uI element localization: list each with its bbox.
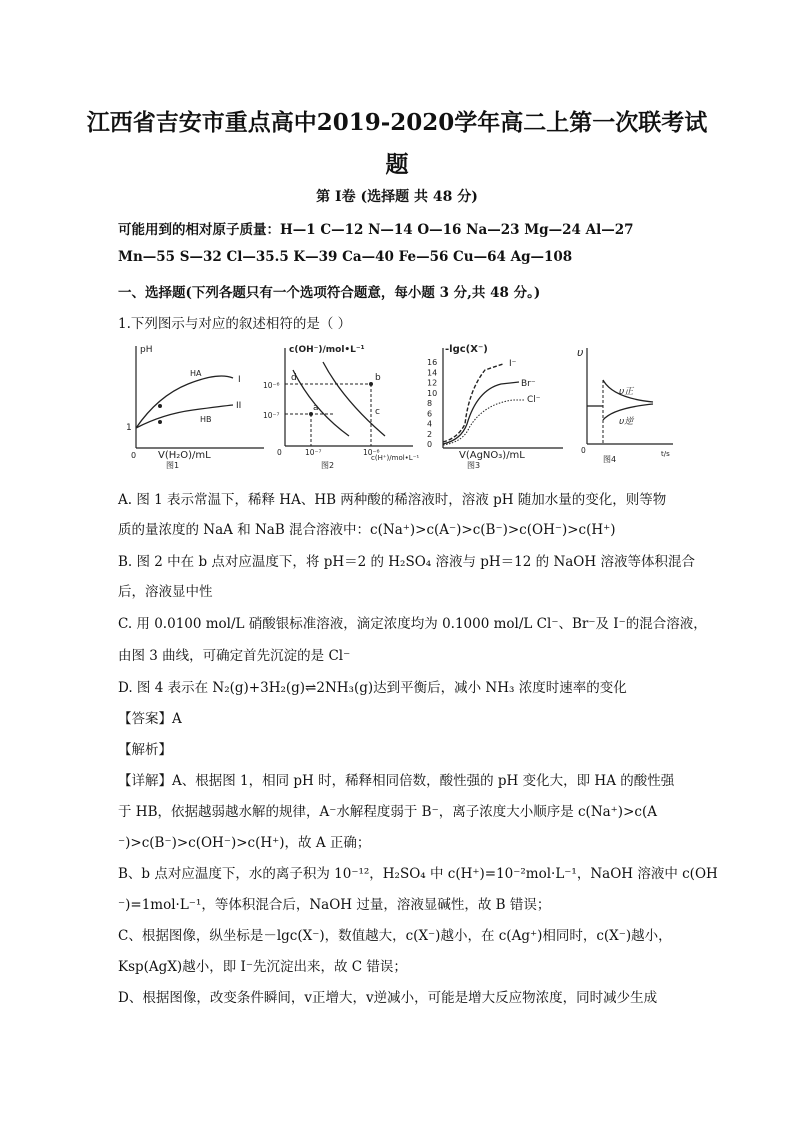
analysis-heading: 【解析】: [118, 742, 172, 758]
fig2-xtick-lo: 10⁻⁷: [305, 448, 322, 457]
fig3-ytick: 10: [427, 388, 438, 398]
fig3-caption: 图3: [467, 461, 481, 470]
fig4-caption: 图4: [603, 455, 617, 464]
fig3-label-I: I⁻: [509, 359, 517, 369]
option-B-line2: 后，溶液显中性: [118, 584, 213, 600]
fig2-label-c: c: [375, 407, 380, 417]
analysis-line7: Ksp(AgX)越小，即 I⁻先沉淀出来，故 C 错误；: [118, 959, 407, 975]
fig2-point-b: [369, 382, 373, 386]
fig3-ytick: 2: [427, 429, 433, 439]
analysis-line5: ⁻)=1mol·L⁻¹，等体积混合后，NaOH 过量，溶液显碱性，故 B 错误；: [118, 897, 551, 913]
fig1-ylabel: pH: [140, 345, 153, 355]
fig1-caption: 图1: [166, 461, 180, 470]
fig2-label-b: b: [375, 373, 381, 383]
atomic-mass-line2: Mn—55 S—32 Cl—35.5 K—39 Ca—40 Fe—56 Cu—64 Ag—108: [118, 249, 573, 265]
doc-title-line1: 江西省吉安市重点高中2019-2020学年高二上第一次联考试: [86, 109, 708, 136]
analysis-line4: B、b 点对应温度下，水的离子积为 10⁻¹²，H₂SO₄ 中 c(H⁺)=10⁻²mol·L⁻¹，NaOH 溶液中 c(OH: [118, 866, 718, 882]
analysis-line3: ⁻)>c(B⁻)>c(OH⁻)>c(H⁺)，故 A 正确；: [118, 835, 371, 851]
fig2-curve-low: [293, 370, 349, 436]
fig4-label-reverse: υ逆: [619, 417, 634, 427]
option-B-line1: B. 图 2 中在 b 点对应温度下，将 pH＝2 的 H₂SO₄ 溶液与 pH＝12 的 NaOH 溶液等体积混合: [118, 554, 695, 570]
option-A-line1: A. 图 1 表示常温下，稀释 HA、HB 两种酸的稀溶液时，溶液 pH 随加水量的变化，则等物: [118, 492, 667, 508]
fig1-label-II: II: [236, 401, 242, 411]
fig2-label-d: d: [291, 373, 297, 383]
option-A-line2: 质的量浓度的 NaA 和 NaB 混合溶液中：c(Na⁺)>c(A⁻)>c(B⁻)>c(OH⁻)>c(H⁺): [118, 522, 616, 538]
fig2-xtick-hi: 10⁻⁶: [363, 448, 380, 457]
fig2-origin: 0: [277, 448, 282, 457]
analysis-line6: C、根据图像，纵坐标是－lgc(X⁻)，数值越大，c(X⁻)越小，在 c(Ag⁺)相同时，c(X⁻)越小，: [118, 928, 672, 944]
fig2-caption: 图2: [321, 461, 335, 470]
fig4-label-forward: υ正: [619, 387, 634, 397]
fig1-curve-II: [136, 405, 233, 428]
option-C-line2: 由图 3 曲线，可确定首先沉淀的是 Cl⁻: [118, 648, 351, 664]
fig3-y-ticks: [427, 358, 437, 449]
question-1: 1.下列图示与对应的叙述相符的是（ ）: [118, 316, 352, 332]
figures-row: [118, 340, 678, 475]
fig2-ylabel: c(OH⁻)/mol•L⁻¹: [289, 345, 365, 355]
figure-4: [573, 340, 678, 475]
fig3-curve-I: [443, 364, 503, 442]
fig1-origin: 0: [131, 451, 137, 460]
fig3-label-Br: Br⁻: [521, 379, 536, 389]
analysis-line2: 于 HB，依据越弱越水解的规律，A⁻水解程度弱于 B⁻，离子浓度大小顺序是 c(Na⁺)>c(A: [118, 804, 657, 820]
fig3-label-Cl: Cl⁻: [527, 395, 541, 405]
fig1-point-HB: [158, 420, 162, 424]
fig1-label-I: I: [238, 375, 241, 385]
fig2-ytick-hi: 10⁻⁶: [263, 381, 280, 390]
fig2-label-a: a: [313, 403, 319, 413]
fig3-ytick: 6: [427, 409, 433, 419]
fig3-ytick: 8: [427, 399, 433, 408]
fig4-origin: 0: [581, 446, 586, 455]
fig3-ytick: 4: [427, 419, 433, 429]
fig3-xlabel: V(AgNO₃)/mL: [459, 450, 525, 461]
fig1-tick-1: 1: [126, 423, 132, 433]
option-D-line1: D. 图 4 表示在 N₂(g)+3H₂(g)⇌2NH₃(g)达到平衡后，减小 NH₃ 浓度时速率的变化: [118, 680, 627, 696]
fig3-ytick: 16: [427, 358, 438, 367]
section-heading: 一、选择题(下列各题只有一个选项符合题意，每小题 3 分,共 48 分。): [118, 285, 541, 301]
fig3-ytick: 12: [427, 378, 438, 388]
analysis-line1: 【详解】A、根据图 1，相同 pH 时，稀释相同倍数，酸性强的 pH 变化大，即 HA 的酸性强: [118, 773, 675, 789]
doc-title-line2: 题: [385, 151, 409, 178]
fig2-xlabel: c(H⁺)/mol•L⁻¹: [371, 454, 420, 462]
fig3-ytick: 0: [427, 440, 433, 449]
fig1-curve-I: [136, 376, 233, 428]
fig3-ylabel: -lgc(X⁻): [445, 344, 488, 355]
fig1-point-HA: [158, 404, 162, 408]
figure-2: [263, 340, 423, 475]
answer: 【答案】A: [118, 711, 182, 727]
fig4-ylabel: υ: [577, 346, 584, 359]
figure-3: [423, 340, 571, 475]
fig1-label-HA: HA: [190, 369, 202, 378]
atomic-mass-line1: 可能用到的相对原子质量：H—1 C—12 N—14 O—16 Na—23 Mg—24 Al—27: [118, 222, 634, 238]
fig2-ytick-lo: 10⁻⁷: [263, 411, 280, 420]
option-C-line1: C. 用 0.0100 mol/L 硝酸银标准溶液，滴定浓度均为 0.1000 mol/L Cl⁻、Br⁻及 I⁻的混合溶液，: [118, 616, 707, 632]
fig4-xlabel: t/s: [661, 450, 670, 458]
fig1-xlabel: V(H₂O)/mL: [158, 450, 211, 461]
analysis-line8: D、根据图像，改变条件瞬间，v正增大，v逆减小，可能是增大反应物浓度，同时减少生成: [118, 990, 658, 1006]
section-subtitle: 第 Ⅰ卷 (选择题 共 48 分): [316, 189, 478, 205]
fig1-label-HB: HB: [200, 415, 212, 424]
figure-1: [118, 340, 270, 475]
fig3-ytick: 14: [427, 368, 438, 378]
